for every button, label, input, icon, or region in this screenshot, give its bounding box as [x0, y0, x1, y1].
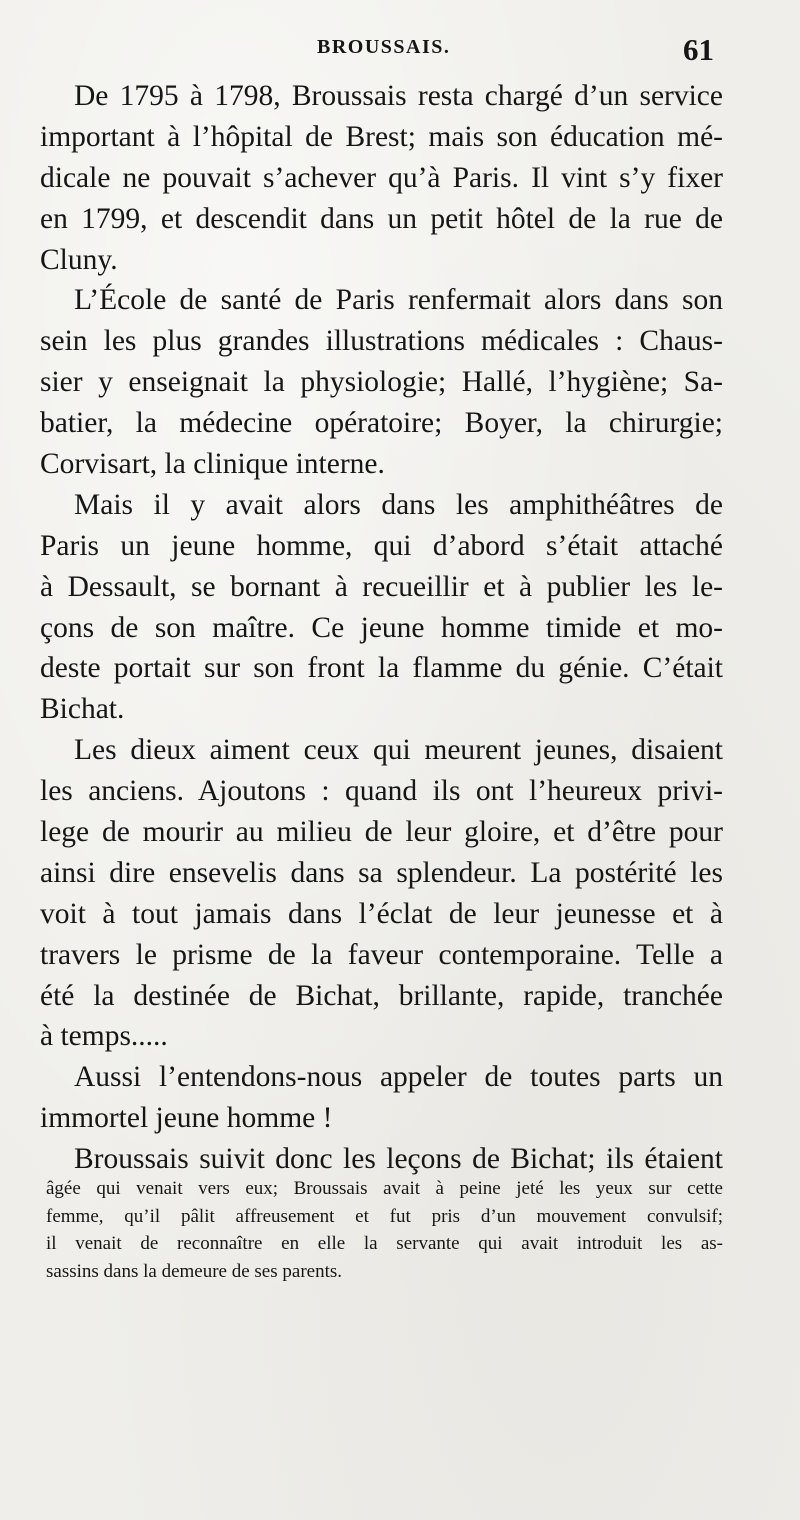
paragraph-line: lege de mourir au milieu de leur gloire, et d’être pour	[40, 816, 723, 849]
paragraph-line: Mais il y avait alors dans les amphithéâtres de	[74, 488, 723, 521]
paragraph-line: été la destinée de Bichat, brillante, rapide, tranchée	[40, 979, 723, 1012]
paragraph-line: les anciens. Ajoutons : quand ils ont l’heureux privi-	[40, 775, 723, 808]
footnote-line: âgée qui venait vers eux; Broussais avait à peine jeté les yeux sur cette	[46, 1178, 723, 1199]
paragraph-line: Les dieux aiment ceux qui meurent jeunes, disaient	[74, 734, 723, 767]
paragraph-line: sier y enseignait la physiologie; Hallé, l’hygiène; Sa-	[40, 366, 723, 399]
footnote	[46, 1175, 723, 1285]
paragraph-line: Cluny.	[40, 243, 118, 276]
paragraph-line: Paris un jeune homme, qui d’abord s’était attaché	[40, 529, 723, 562]
running-header	[0, 32, 800, 67]
paragraph-line: ainsi dire ensevelis dans sa splendeur. La postérité les	[40, 856, 723, 889]
paragraph-line: sein les plus grandes illustrations médicales : Chaus-	[40, 325, 723, 358]
paragraph-line: voit à tout jamais dans l’éclat de leur jeunesse et à	[40, 897, 723, 930]
paragraph-line: immortel jeune homme !	[40, 1102, 333, 1135]
paragraph-line: dicale ne pouvait s’achever qu’à Paris. Il vint s’y fixer	[40, 161, 723, 194]
running-title: BROUSSAIS.	[317, 36, 451, 58]
body-text	[40, 76, 723, 1180]
footnote-line: sassins dans la demeure de ses parents.	[46, 1260, 343, 1282]
paragraph-line: Broussais suivit donc les leçons de Bichat; ils étaient	[74, 1143, 723, 1176]
footnote-line: il venait de reconnaître en elle la servante qui avait introduit les as-	[46, 1233, 723, 1254]
paragraph-line: travers le prisme de la faveur contemporaine. Telle a	[40, 938, 723, 971]
paragraph-line: à Dessault, se bornant à recueillir et à publier les le-	[40, 570, 723, 603]
paragraph-line: çons de son maître. Ce jeune homme timide et mo-	[40, 611, 723, 644]
paragraph-line: batier, la médecine opératoire; Boyer, la chirurgie;	[40, 407, 723, 440]
paragraph-line: L’École de santé de Paris renfermait alors dans son	[74, 284, 723, 317]
paragraph-line: deste portait sur son front la flamme du génie. C’était	[40, 652, 723, 685]
paragraph-line: à temps.....	[40, 1020, 168, 1053]
paragraph-line: Corvisart, la clinique interne.	[40, 448, 385, 481]
paragraph-line: en 1799, et descendit dans un petit hôtel de la rue de	[40, 202, 723, 235]
page-number: 61	[683, 32, 714, 67]
paragraph-line: important à l’hôpital de Brest; mais son éducation mé-	[40, 120, 723, 153]
paragraph-line: De 1795 à 1798, Broussais resta chargé d’un service	[74, 80, 723, 112]
footnote-line: femme, qu’il pâlit affreusement et fut pris d’un mouvement convulsif;	[46, 1205, 723, 1227]
paragraph-line: Aussi l’entendons-nous appeler de toutes parts un	[74, 1061, 723, 1094]
paragraph-line: Bichat.	[40, 693, 125, 726]
